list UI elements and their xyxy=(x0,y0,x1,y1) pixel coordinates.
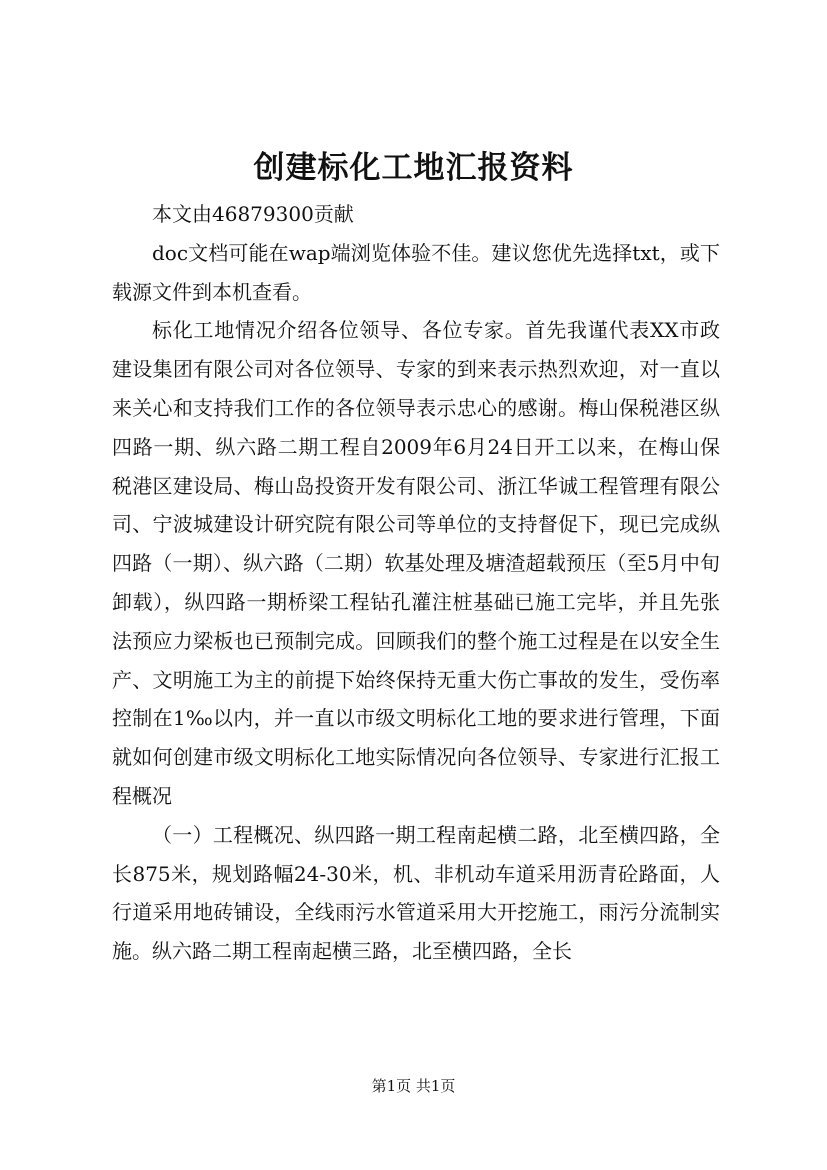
paragraph-project-overview: （一）工程概况、纵四路一期工程南起横二路，北至横四路，全长875米，规划路幅24-30米，机、非机动车道采用沥青砼路面，人行道采用地砖铺设，全线雨污水管道采用大开挖施工，雨污分流制实施。纵六路二期工程南起横三路，北至横四路，全长 xyxy=(112,822,720,964)
paragraph-intro: 标化工地情况介绍各位领导、各位专家。首先我谨代表XX市政建设集团有限公司对各位领导、专家的到来表示热烈欢迎，对一直以来关心和支持我们工作的各位领导表示忠心的感谢。梅山保税港区纵四路一期、纵六路二期工程自2009年6月24日开工以来，在梅山保税港区建设局、梅山岛投资开发有限公司、浙江华诚工程管理有限公司、宁波城建设计研究院有限公司等单位的支持督促下，现已完成纵四路（一期）、纵六路（二期）软基处理及塘渣超载预压（至5月中旬卸载），纵四路一期桥梁工程钻孔灌注桩基础已施工完毕，并且先张法预应力梁板也已预制完成。回顾我们的整个施工过程是在以安全生产、文明施工为主的前提下始终保持无重大伤亡事故的发生，受伤率控制在1‰以内，并一直以市级文明标化工地的要求进行管理，下面就如何创建市级文明标化工地实际情况向各位领导、专家进行汇报工程概况 xyxy=(112,318,720,808)
page-footer: 第1页 共1页 xyxy=(371,1077,456,1095)
source-line: 本文由46879300贡献 xyxy=(152,202,354,226)
document-body xyxy=(112,195,720,971)
document-title: 创建标化工地汇报资料 xyxy=(253,150,574,186)
view-notice: doc文档可能在wap端浏览体验不佳。建议您优先选择txt，或下载源文件到本机查看。 xyxy=(112,240,720,304)
